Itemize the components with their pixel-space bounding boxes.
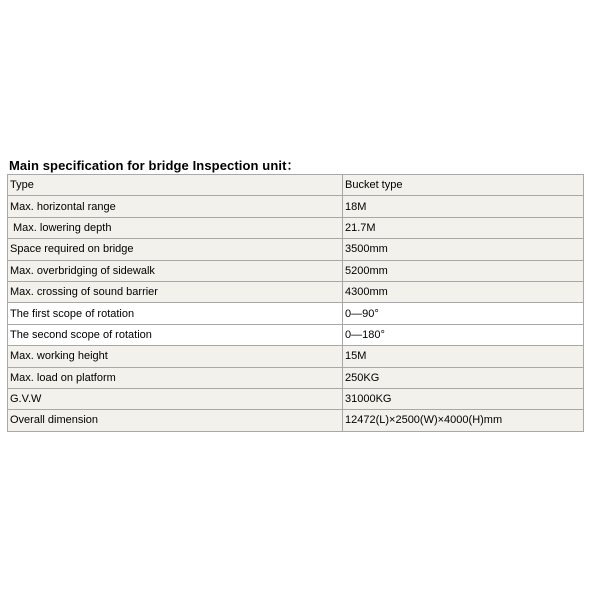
spec-label: Max. working height	[8, 346, 343, 367]
spec-label: The second scope of rotation	[8, 324, 343, 345]
spec-label: Max. horizontal range	[8, 196, 343, 217]
spec-table	[7, 174, 584, 432]
spec-value: 0—90°	[343, 303, 584, 324]
spec-value: 18M	[343, 196, 584, 217]
spec-value: 31000KG	[343, 388, 584, 409]
spec-label: Space required on bridge	[8, 239, 343, 260]
spec-value: 0—180°	[343, 324, 584, 345]
table-row	[8, 239, 584, 260]
spec-label: Max. crossing of sound barrier	[8, 281, 343, 302]
table-row	[8, 346, 584, 367]
table-row	[8, 175, 584, 196]
spec-label: Max. lowering depth	[8, 217, 343, 238]
table-row	[8, 388, 584, 409]
table-row	[8, 260, 584, 281]
spec-label: G.V.W	[8, 388, 343, 409]
table-row	[8, 217, 584, 238]
table-row	[8, 303, 584, 324]
spec-value: 4300mm	[343, 281, 584, 302]
spec-value: 21.7M	[343, 217, 584, 238]
spec-value: 15M	[343, 346, 584, 367]
table-row	[8, 281, 584, 302]
spec-label: Overall dimension	[8, 410, 343, 431]
spec-value: 12472(L)×2500(W)×4000(H)mm	[343, 410, 584, 431]
spec-label: Type	[8, 175, 343, 196]
spec-value: Bucket type	[343, 175, 584, 196]
spec-label: Max. load on platform	[8, 367, 343, 388]
spec-value: 3500mm	[343, 239, 584, 260]
table-row	[8, 367, 584, 388]
spec-label: Max. overbridging of sidewalk	[8, 260, 343, 281]
table-row	[8, 410, 584, 431]
spec-value: 5200mm	[343, 260, 584, 281]
spec-value: 250KG	[343, 367, 584, 388]
spec-title: Main specification for bridge Inspection unit：	[9, 158, 300, 173]
spec-label: The first scope of rotation	[8, 303, 343, 324]
table-row	[8, 324, 584, 345]
table-row	[8, 196, 584, 217]
